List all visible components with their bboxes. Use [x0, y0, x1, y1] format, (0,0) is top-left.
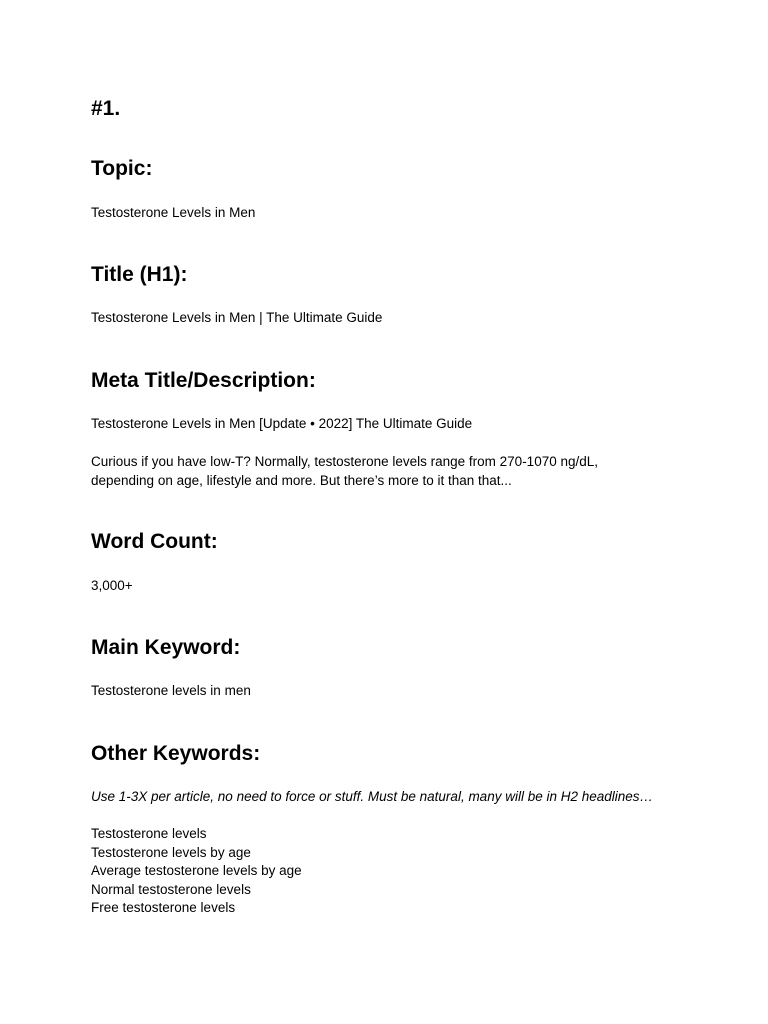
keyword-item: Testosterone levels by age	[91, 844, 251, 860]
main-keyword-heading: Main Keyword:	[91, 636, 241, 659]
meta-description-line-1: Curious if you have low-T? Normally, testosterone levels range from 270-1070 ng/dL,	[91, 454, 599, 469]
meta-description-line-2: depending on age, lifestyle and more. But there’s more to it than that...	[91, 473, 512, 488]
other-keywords-note: Use 1-3X per article, no need to force or stuff. Must be natural, many will be in H2 headlines…	[91, 789, 654, 804]
meta-heading: Meta Title/Description:	[91, 369, 316, 392]
other-keywords-list	[91, 825, 302, 918]
title-value: Testosterone Levels in Men | The Ultimate Guide	[91, 310, 383, 325]
keyword-item: Normal testosterone levels	[91, 881, 251, 897]
document-number: #1.	[91, 97, 121, 120]
word-count-heading: Word Count:	[91, 530, 218, 553]
keyword-item: Average testosterone levels by age	[91, 863, 302, 879]
topic-value: Testosterone Levels in Men	[91, 205, 256, 220]
title-heading: Title (H1):	[91, 263, 188, 286]
keyword-item: Testosterone levels	[91, 826, 207, 841]
word-count-value: 3,000+	[91, 578, 133, 593]
topic-heading: Topic:	[91, 157, 153, 180]
other-keywords-heading: Other Keywords:	[91, 742, 261, 765]
main-keyword-value: Testosterone levels in men	[91, 683, 251, 698]
meta-title-value: Testosterone Levels in Men [Update • 2022] The Ultimate Guide	[91, 416, 473, 431]
keyword-item: Free testosterone levels	[91, 900, 236, 916]
